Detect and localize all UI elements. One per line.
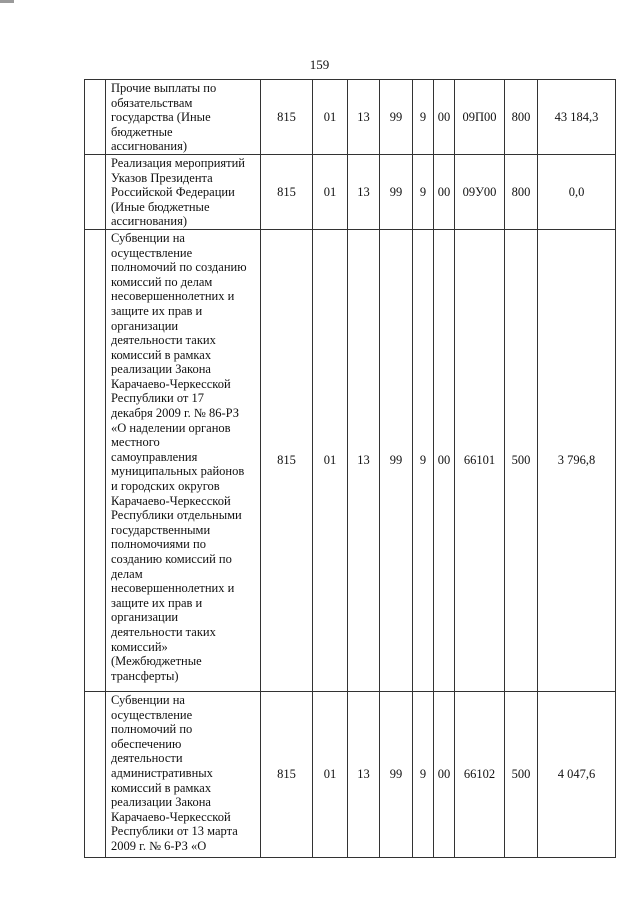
subprogram-code: 9 <box>413 80 434 155</box>
subprogram-code: 9 <box>413 154 434 229</box>
subprogram-code: 9 <box>413 691 434 857</box>
amount: 43 184,3 <box>538 80 616 155</box>
subsection-code: 13 <box>348 229 380 691</box>
expense-name: Реализация мероприятий Указов Президента Российской Федерации (Иные бюджетные ассигнования) <box>111 155 245 229</box>
main-event-code: 00 <box>434 691 455 857</box>
section-code: 01 <box>313 80 348 155</box>
program-code: 99 <box>380 229 413 691</box>
budget-table <box>84 79 616 858</box>
ministry-code: 815 <box>261 154 313 229</box>
amount: 0,0 <box>538 154 616 229</box>
subsection-code: 13 <box>348 80 380 155</box>
expense-type-code: 500 <box>505 229 538 691</box>
subsection-code: 13 <box>348 154 380 229</box>
table-row <box>85 229 616 691</box>
expense-name: Субвенции на осуществление полномочий по созданию комиссий по делам несовершеннолетних и защите их прав и организации деятельности таких комиссий в рамках реализации Закона Карачаево-Черкесской Республики от 17 декабря 2009 г. № 86-РЗ «О наделении органов местного самоуправления муниципальных районов и городских округов Карачаево-Черкесской Республики отдельными государственными полномочиями по созданию комиссий по делам несовершеннолетних и защите их прав и организации деятельности таких комиссий» (Межбюджетные трансферты) <box>111 230 247 683</box>
expense-name-cell <box>106 154 261 229</box>
page-number: 159 <box>309 57 330 72</box>
expense-type-code: 800 <box>505 154 538 229</box>
amount: 4 047,6 <box>538 691 616 857</box>
scan-corner-mark <box>0 0 14 3</box>
main-event-code: 00 <box>434 80 455 155</box>
expense-name: Субвенции на осуществление полномочий по обеспечению деятельности административных комиссий в рамках реализации Закона Карачаево-Черкесской Республики от 13 марта 2009 г. № 6-РЗ «О <box>111 692 238 853</box>
expense-name-cell <box>106 229 261 691</box>
table-row <box>85 154 616 229</box>
section-code: 01 <box>313 691 348 857</box>
blank-cell <box>85 80 106 155</box>
table-row <box>85 80 616 155</box>
ministry-code: 815 <box>261 80 313 155</box>
ministry-code: 815 <box>261 229 313 691</box>
subsection-code: 13 <box>348 691 380 857</box>
section-code: 01 <box>313 154 348 229</box>
program-code: 99 <box>380 691 413 857</box>
expense-name-cell <box>106 80 261 155</box>
section-code: 01 <box>313 229 348 691</box>
main-event-code: 00 <box>434 154 455 229</box>
expense-type-code: 800 <box>505 80 538 155</box>
blank-cell <box>85 154 106 229</box>
expense-type-code: 500 <box>505 691 538 857</box>
program-code: 99 <box>380 154 413 229</box>
expense-name: Прочие выплаты по обязательствам государства (Иные бюджетные ассигнования) <box>111 81 217 154</box>
direction-code: 66102 <box>455 691 505 857</box>
direction-code: 09П00 <box>455 80 505 155</box>
expense-name-cell <box>106 691 261 857</box>
direction-code: 66101 <box>455 229 505 691</box>
program-code: 99 <box>380 80 413 155</box>
amount: 3 796,8 <box>538 229 616 691</box>
ministry-code: 815 <box>261 691 313 857</box>
table-row <box>85 691 616 857</box>
main-event-code: 00 <box>434 229 455 691</box>
direction-code: 09У00 <box>455 154 505 229</box>
blank-cell <box>85 229 106 691</box>
subprogram-code: 9 <box>413 229 434 691</box>
blank-cell <box>85 691 106 857</box>
